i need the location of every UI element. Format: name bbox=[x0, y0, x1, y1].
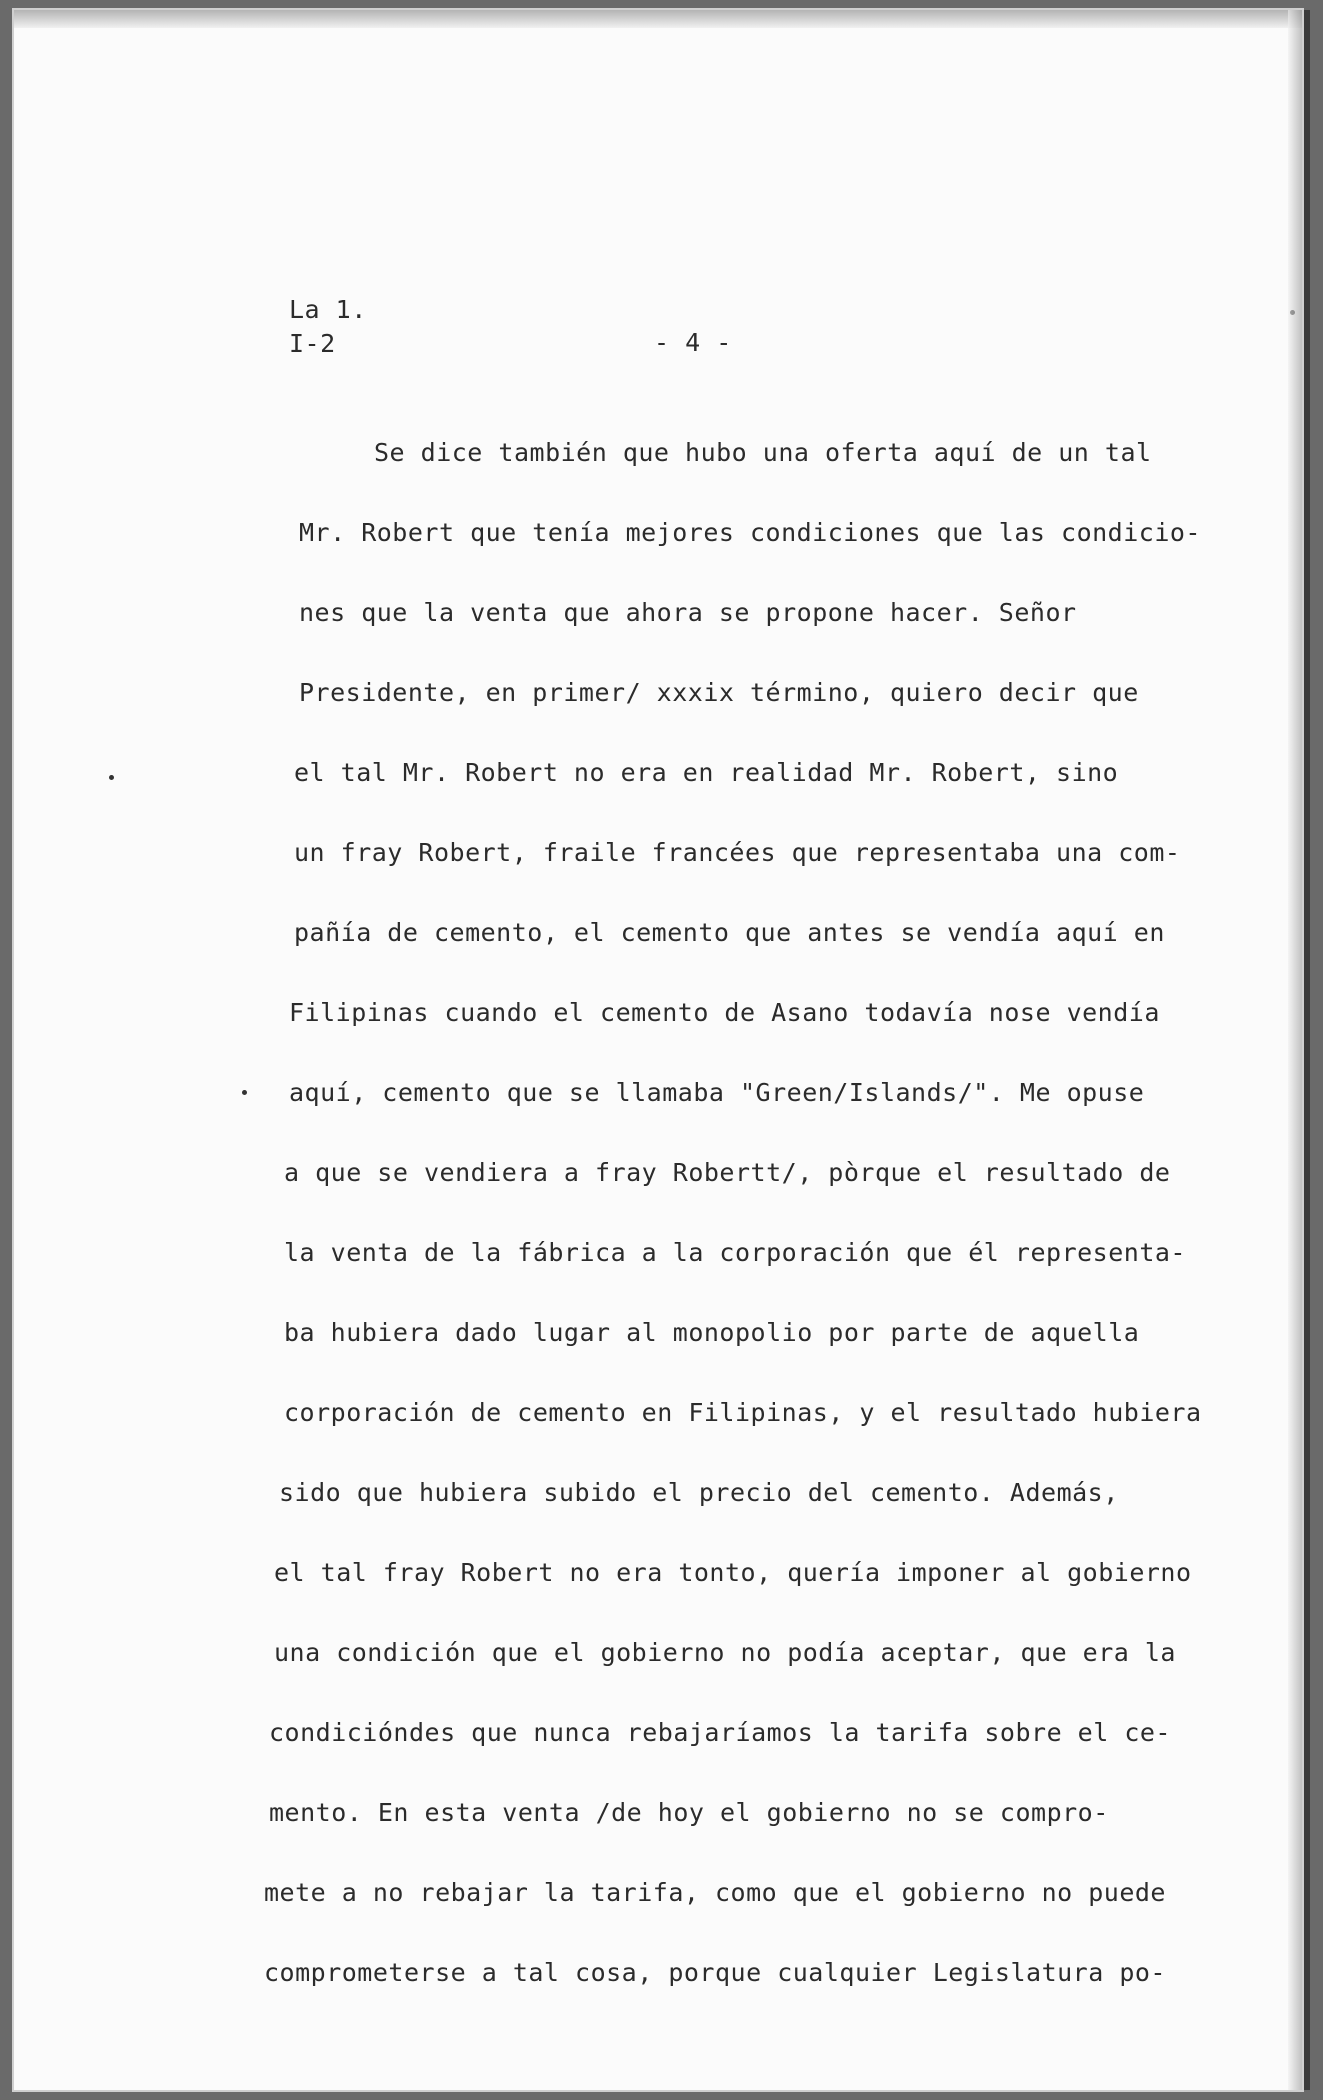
text-line-20: comprometerse a tal cosa, porque cualquier Legislatura po- bbox=[264, 1958, 1166, 1987]
text-line-11: la venta de la fábrica a la corporación que él representa- bbox=[284, 1238, 1186, 1267]
text-line-4: Presidente, en primer/ xxxix término, quiero decir que bbox=[299, 678, 1139, 707]
paper-speck bbox=[1290, 310, 1295, 315]
text-line-6: un fray Robert, fraile francées que representaba una com- bbox=[294, 838, 1181, 867]
text-line-10: a que se vendiera a fray Robertt/, pòrque el resultado de bbox=[284, 1158, 1171, 1187]
text-line-17: condicióndes que nunca rebajaríamos la tarifa sobre el ce- bbox=[269, 1718, 1171, 1747]
paper-speck bbox=[242, 1090, 247, 1095]
paper-speck bbox=[109, 775, 114, 780]
text-line-13: corporación de cemento en Filipinas, y el resultado hubiera bbox=[284, 1398, 1202, 1427]
reference-line-2: I-2 bbox=[289, 329, 336, 358]
reference-line-1: La 1. bbox=[289, 295, 367, 324]
document-page bbox=[14, 10, 1302, 2090]
text-line-15: el tal fray Robert no era tonto, quería imponer al gobierno bbox=[274, 1558, 1192, 1587]
text-line-7: pañía de cemento, el cemento que antes se vendía aquí en bbox=[294, 918, 1165, 947]
text-line-1: Se dice también que hubo una oferta aquí de un tal bbox=[374, 438, 1152, 467]
text-line-14: sido que hubiera subido el precio del cemento. Además, bbox=[279, 1478, 1119, 1507]
document-reference bbox=[289, 293, 367, 361]
page-number: - 4 - bbox=[654, 328, 732, 357]
text-line-19: mete a no rebajar la tarifa, como que el gobierno no puede bbox=[264, 1878, 1166, 1907]
text-line-3: nes que la venta que ahora se propone hacer. Señor bbox=[299, 598, 1077, 627]
text-line-9: aquí, cemento que se llamaba "Green/Islands/". Me opuse bbox=[289, 1078, 1145, 1107]
text-line-2: Mr. Robert que tenía mejores condiciones que las condicio- bbox=[299, 518, 1201, 547]
text-line-12: ba hubiera dado lugar al monopolio por parte de aquella bbox=[284, 1318, 1140, 1347]
text-line-8: Filipinas cuando el cemento de Asano todavía nose vendía bbox=[289, 998, 1160, 1027]
text-line-16: una condición que el gobierno no podía aceptar, que era la bbox=[274, 1638, 1176, 1667]
text-line-5: el tal Mr. Robert no era en realidad Mr. Robert, sino bbox=[294, 758, 1119, 787]
text-line-18: mento. En esta venta /de hoy el gobierno no se compro- bbox=[269, 1798, 1109, 1827]
